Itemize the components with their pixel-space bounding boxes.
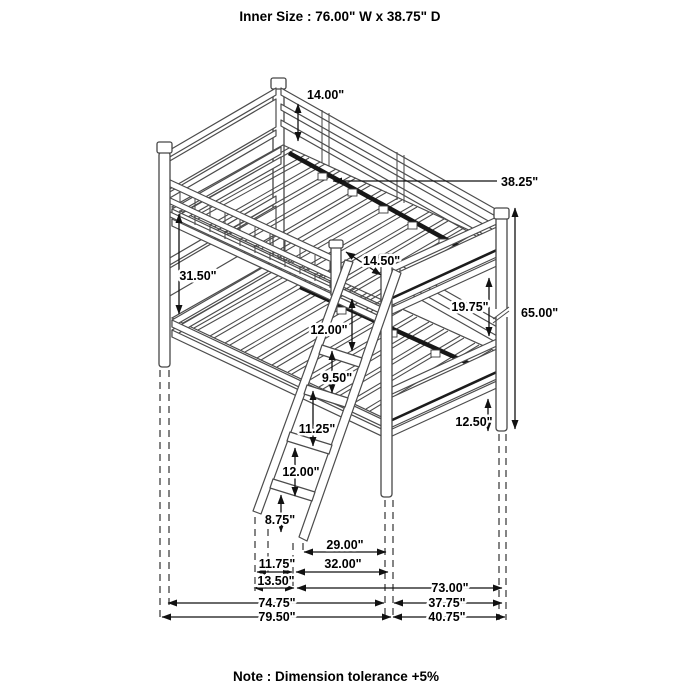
dim-label-frame-length: 73.00" <box>431 581 469 595</box>
dim-label-overall-depth: 40.75" <box>428 610 466 624</box>
dim-label-bunk-clearance-left: 31.50" <box>179 269 217 283</box>
ladder-rung <box>270 479 315 501</box>
left-post <box>159 152 170 367</box>
dim-label-guardrail-height: 14.00" <box>307 88 345 102</box>
dim-label-length-with-ladder: 74.75" <box>258 596 296 610</box>
right-post <box>496 217 507 431</box>
dim-label-frame-depth: 37.75" <box>428 596 466 610</box>
dim-label-ladder-step-top: 12.00" <box>310 323 348 337</box>
dim-label-bunk-gap-right: 19.75" <box>451 300 489 314</box>
dim-label-ladder-offset-outer: 13.50" <box>257 574 295 588</box>
dim-label-ladder-step-2: 9.50" <box>321 371 353 385</box>
dim-label-overall-height: 65.00" <box>521 306 559 320</box>
dim-label-ladder-offset-width: 11.75" <box>258 557 296 571</box>
dim-label-overall-length: 79.50" <box>258 610 296 624</box>
dim-label-ladder-span-width: 29.00" <box>326 538 364 552</box>
dim-label-underbed-clearance: 12.50" <box>455 415 493 429</box>
page-title: Inner Size : 76.00" W x 38.75" D <box>239 9 441 24</box>
dim-label-ladder-step-bottom: 8.75" <box>264 513 296 527</box>
dim-label-slat-depth: 38.25" <box>501 175 539 189</box>
tolerance-note: Note : Dimension tolerance +5% <box>233 669 439 684</box>
dim-label-ladder-step-4: 12.00" <box>282 465 320 479</box>
dim-label-ladder-span-outer: 32.00" <box>324 557 362 571</box>
dim-label-ladder-step-3: 11.25" <box>298 422 336 436</box>
dim-label-lower-guardrail-height: 14.50" <box>363 254 401 268</box>
